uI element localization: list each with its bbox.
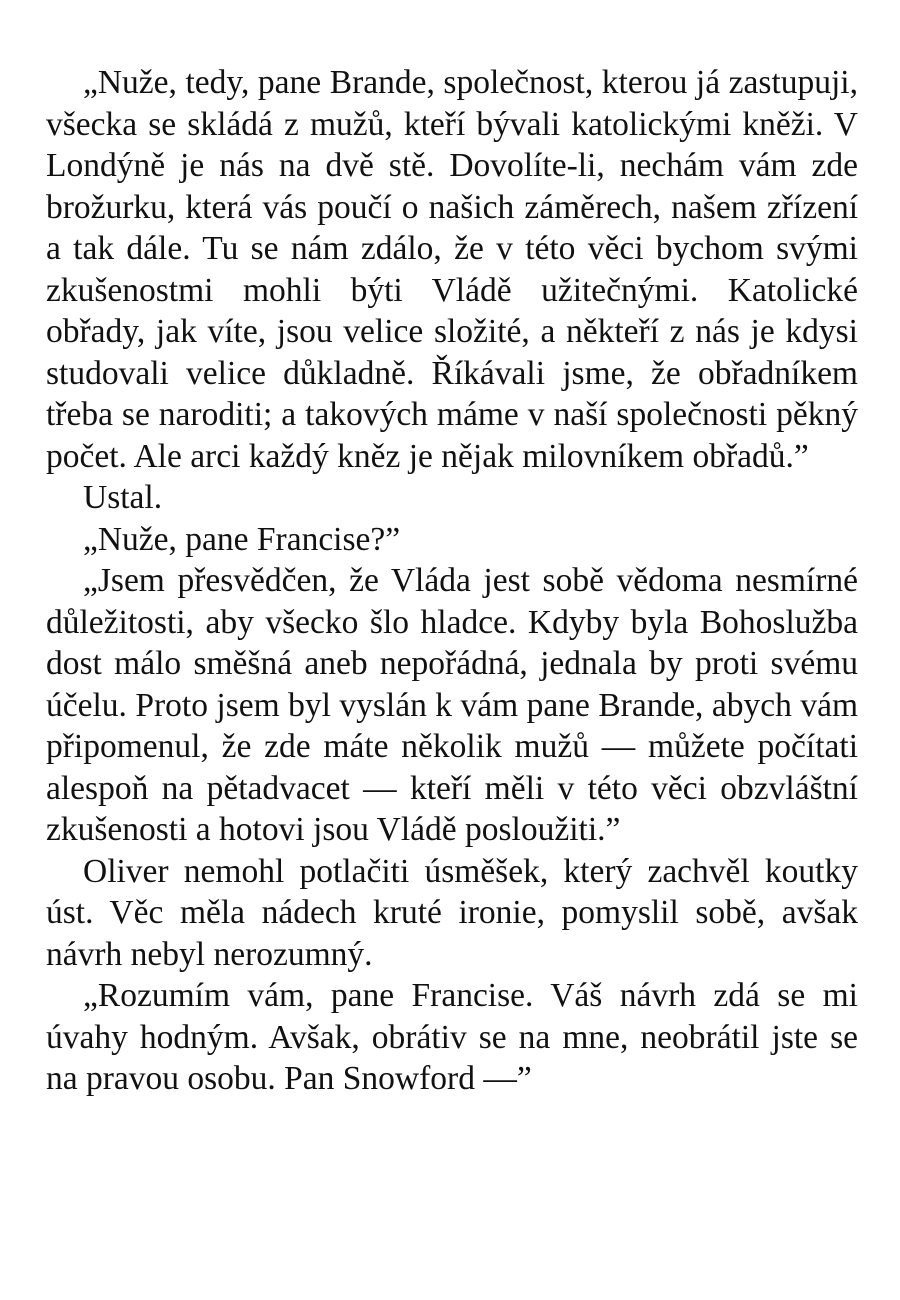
paragraph-4: „Jsem přesvědčen, že Vláda jest sobě vědoma nesmírné důležitosti, aby všecko šlo hladce. Kdyby byla Bohoslužba dost málo směšná aneb nepořádná, jednala by proti svému účelu. Proto jsem byl vyslán k vám pane Brande, abych vám připomenul, že zde máte několik mužů — můžete počítati alespoň na pětadvacet — kteří měli v této věci obzvláštní zkušenosti a hotovi jsou Vládě posloužiti.”: [46, 562, 858, 848]
paragraph-2: Ustal.: [83, 479, 163, 516]
book-page: [46, 62, 858, 1100]
paragraph-6: „Rozumím vám, pane Francise. Váš návrh zdá se mi úvahy hodným. Avšak, obrátiv se na mne, neobrátil jste se na pravou osobu. Pan Snowford —”: [46, 977, 858, 1097]
paragraph-1: „Nuže, tedy, pane Brande, společnost, kterou já zastupuji, všecka se skládá z mužů, kteří bývali katolickými kněži. V Londýně je nás na dvě stě. Dovolíte-li, nechám vám zde brožurku, která vás poučí o našich záměrech, našem zřízení a tak dále. Tu se nám zdálo, že v této věci bychom svými zkušenostmi mohli býti Vládě užitečnými. Katolické obřady, jak víte, jsou velice složité, a někteří z nás je kdysi studovali velice důkladně. Říkávali jsme, že obřadníkem třeba se naroditi; a takových máme v naší společnosti pěkný počet. Ale arci každý kněz je nějak milovníkem obřadů.”: [46, 64, 858, 475]
paragraph-5: Oliver nemohl potlačiti úsměšek, který zachvěl koutky úst. Věc měla nádech kruté ironie, pomyslil sobě, avšak návrh nebyl nerozumný.: [46, 852, 858, 973]
paragraph-3: „Nuže, pane Francise?”: [83, 520, 401, 558]
